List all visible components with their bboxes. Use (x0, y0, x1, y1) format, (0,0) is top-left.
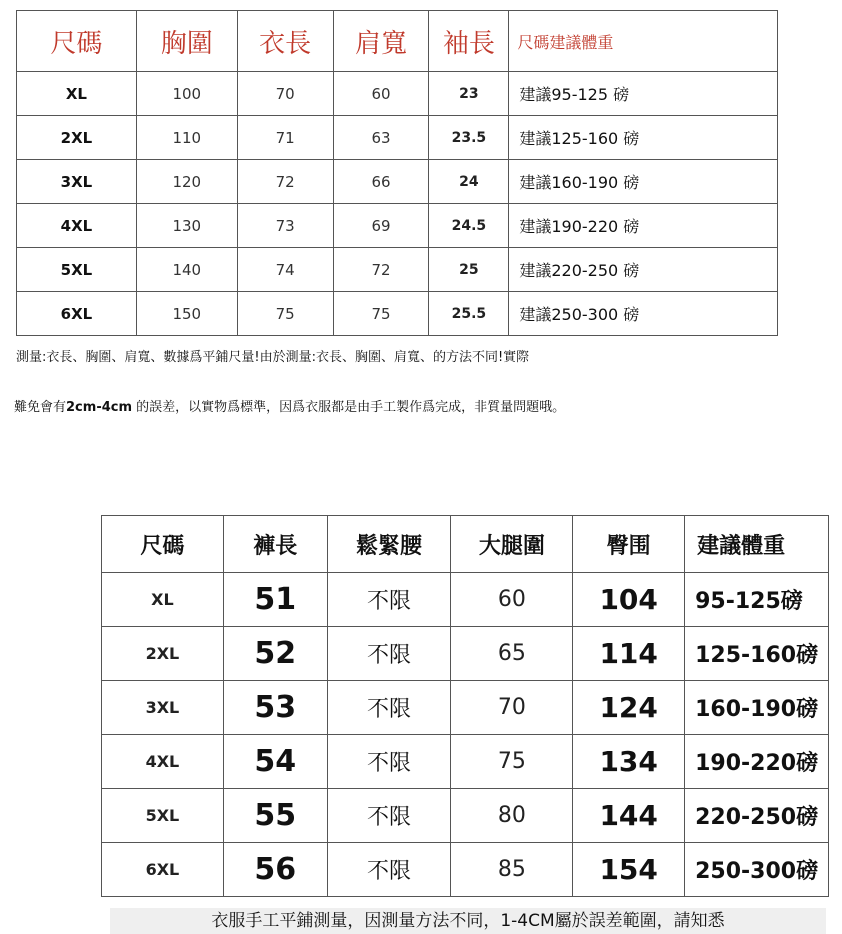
pants-length-cell: 55 (223, 789, 327, 843)
size-cell: 4XL (17, 204, 137, 248)
size-cell: XL (17, 72, 137, 116)
weight-cell: 建議160-190 磅 (509, 160, 778, 204)
thigh-cell: 60 (451, 573, 573, 627)
thigh-cell: 85 (451, 843, 573, 897)
header-pants-length: 褲長 (223, 516, 327, 573)
shoulder-cell: 72 (333, 248, 429, 292)
header-length: 衣長 (237, 11, 333, 72)
header-hip: 臀围 (573, 516, 685, 573)
table-row (17, 292, 778, 336)
sleeve-cell: 25 (429, 248, 509, 292)
pants-length-cell: 56 (223, 843, 327, 897)
table-row (102, 681, 829, 735)
thigh-cell: 70 (451, 681, 573, 735)
size-cell: 2XL (17, 116, 137, 160)
header-recommended-weight: 尺碼建議體重 (509, 11, 778, 72)
thigh-cell: 75 (451, 735, 573, 789)
shoulder-cell: 60 (333, 72, 429, 116)
sleeve-cell: 24 (429, 160, 509, 204)
weight-cell: 190-220磅 (685, 735, 829, 789)
weight-cell: 建議190-220 磅 (509, 204, 778, 248)
table-row (17, 116, 778, 160)
hip-cell: 114 (573, 627, 685, 681)
length-cell: 73 (237, 204, 333, 248)
waist-cell: 不限 (327, 789, 451, 843)
sleeve-cell: 25.5 (429, 292, 509, 336)
shoulder-cell: 63 (333, 116, 429, 160)
thigh-cell: 80 (451, 789, 573, 843)
header-size: 尺碼 (17, 11, 137, 72)
chest-cell: 100 (136, 72, 237, 116)
pants-length-cell: 53 (223, 681, 327, 735)
chest-cell: 120 (136, 160, 237, 204)
size-cell: 3XL (17, 160, 137, 204)
length-cell: 70 (237, 72, 333, 116)
length-cell: 72 (237, 160, 333, 204)
weight-cell: 建議95-125 磅 (509, 72, 778, 116)
size-cell: 5XL (102, 789, 224, 843)
header-thigh: 大腿圍 (451, 516, 573, 573)
hip-cell: 124 (573, 681, 685, 735)
header-recommended-weight: 建議體重 (685, 516, 829, 573)
sleeve-cell: 24.5 (429, 204, 509, 248)
table-row (102, 789, 829, 843)
waist-cell: 不限 (327, 573, 451, 627)
weight-cell: 250-300磅 (685, 843, 829, 897)
table-row (17, 72, 778, 116)
weight-cell: 160-190磅 (685, 681, 829, 735)
weight-cell: 建議250-300 磅 (509, 292, 778, 336)
weight-cell: 建議125-160 磅 (509, 116, 778, 160)
shoulder-cell: 75 (333, 292, 429, 336)
header-chest: 胸圍 (136, 11, 237, 72)
length-cell: 75 (237, 292, 333, 336)
table-row (17, 248, 778, 292)
size-cell: 5XL (17, 248, 137, 292)
waist-cell: 不限 (327, 843, 451, 897)
weight-cell: 220-250磅 (685, 789, 829, 843)
waist-cell: 不限 (327, 627, 451, 681)
thigh-cell: 65 (451, 627, 573, 681)
measurement-note: 測量:衣長、胸圍、肩寬、數據爲平鋪尺量!由於測量:衣長、胸圍、肩寬、的方法不同!實際 (16, 350, 530, 365)
hip-cell: 154 (573, 843, 685, 897)
sleeve-cell: 23 (429, 72, 509, 116)
header-sleeve: 袖長 (429, 11, 509, 72)
pants-length-cell: 54 (223, 735, 327, 789)
chest-cell: 140 (136, 248, 237, 292)
table-row (102, 627, 829, 681)
tolerance-note-suffix: 的誤差，以實物爲標準，因爲衣服都是由手工製作爲完成，非質量問題哦。 (132, 400, 566, 415)
footer-note: 衣服手工平鋪測量，因測量方法不同，1-4CM屬於誤差範圍，請知悉 (110, 908, 826, 934)
top-size-table (16, 10, 778, 336)
table-row (102, 843, 829, 897)
top-table-header-row (17, 11, 778, 72)
size-cell: 6XL (102, 843, 224, 897)
waist-cell: 不限 (327, 681, 451, 735)
size-cell: XL (102, 573, 224, 627)
tolerance-note-prefix: 難免會有 (14, 400, 67, 415)
weight-cell: 建議220-250 磅 (509, 248, 778, 292)
pants-length-cell: 52 (223, 627, 327, 681)
table-row (102, 573, 829, 627)
pants-length-cell: 51 (223, 573, 327, 627)
hip-cell: 134 (573, 735, 685, 789)
chest-cell: 130 (136, 204, 237, 248)
table-row (17, 160, 778, 204)
bottom-size-table (101, 515, 829, 897)
header-elastic-waist: 鬆緊腰 (327, 516, 451, 573)
tolerance-range: 2cm-4cm (66, 400, 133, 415)
chest-cell: 110 (136, 116, 237, 160)
header-size: 尺碼 (102, 516, 224, 573)
tolerance-note (14, 396, 565, 415)
table-row (17, 204, 778, 248)
size-cell: 4XL (102, 735, 224, 789)
hip-cell: 144 (573, 789, 685, 843)
shoulder-cell: 66 (333, 160, 429, 204)
table-row (102, 735, 829, 789)
length-cell: 74 (237, 248, 333, 292)
waist-cell: 不限 (327, 735, 451, 789)
chest-cell: 150 (136, 292, 237, 336)
shoulder-cell: 69 (333, 204, 429, 248)
size-cell: 3XL (102, 681, 224, 735)
length-cell: 71 (237, 116, 333, 160)
bottom-table-header-row (102, 516, 829, 573)
hip-cell: 104 (573, 573, 685, 627)
size-cell: 6XL (17, 292, 137, 336)
weight-cell: 125-160磅 (685, 627, 829, 681)
sleeve-cell: 23.5 (429, 116, 509, 160)
header-shoulder: 肩寬 (333, 11, 429, 72)
size-cell: 2XL (102, 627, 224, 681)
weight-cell: 95-125磅 (685, 573, 829, 627)
